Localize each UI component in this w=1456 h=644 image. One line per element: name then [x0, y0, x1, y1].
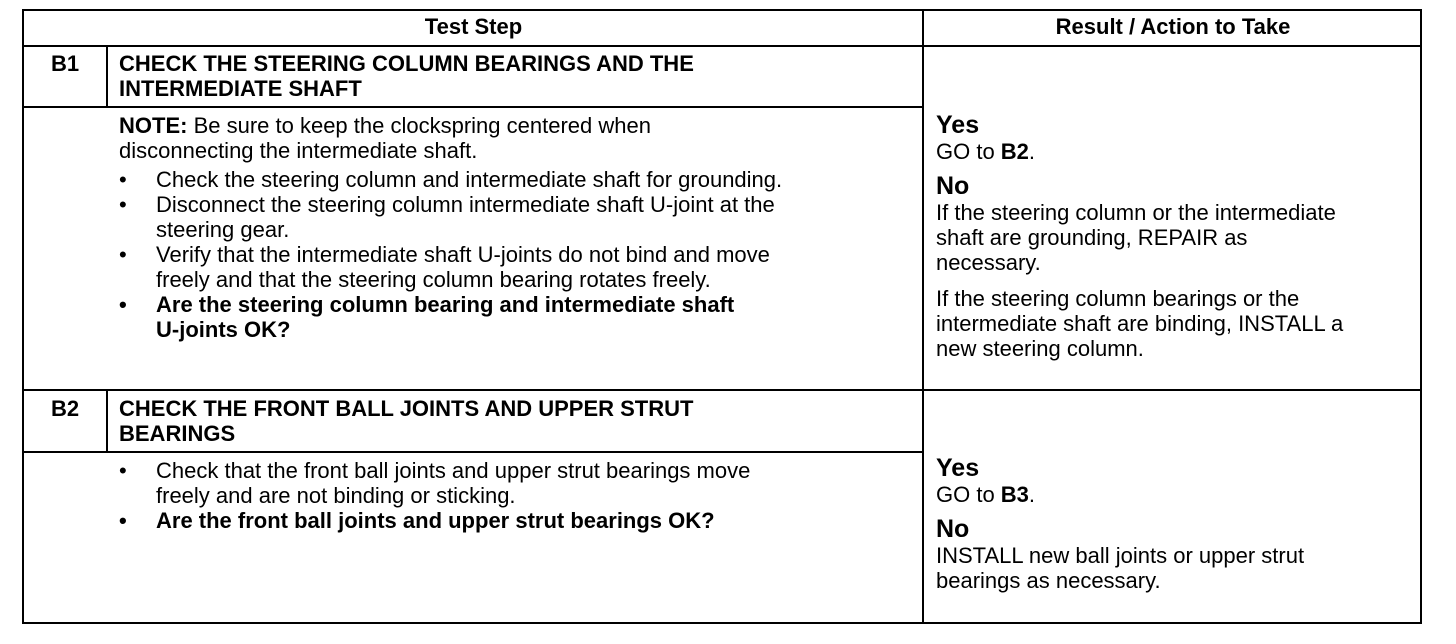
list-item-text: U-joints OK? — [156, 317, 291, 342]
yes-action-text: GO to — [936, 482, 1001, 507]
list-item-text: steering gear. — [156, 217, 290, 242]
list-item — [119, 192, 909, 242]
title-divider-b2 — [24, 451, 922, 453]
yes-action — [936, 482, 1416, 507]
note-b1 — [119, 113, 909, 138]
diagnostic-table — [22, 9, 1422, 624]
bullet-icon: • — [119, 292, 127, 317]
step-body-b2 — [119, 454, 909, 533]
bullet-icon: • — [119, 242, 127, 267]
bullet-icon: • — [119, 458, 127, 483]
list-item-text: Disconnect the steering column intermediate shaft U-joint at the — [156, 192, 775, 217]
step-title-b2 — [119, 396, 889, 446]
step-title-b1 — [119, 51, 889, 101]
step-title-b2-line2: BEARINGS — [119, 421, 236, 446]
no-action-line: If the steering column bearings or the — [936, 286, 1300, 311]
list-item-question — [119, 508, 909, 533]
list-item-text: Verify that the intermediate shaft U-joints do not bind and move — [156, 242, 770, 267]
list-item — [119, 167, 909, 192]
yes-action-text: GO to — [936, 139, 1001, 164]
step-body-b1 — [119, 113, 909, 342]
step-title-b1-line2: INTERMEDIATE SHAFT — [119, 76, 362, 101]
list-item — [119, 242, 909, 292]
bullet-icon: • — [119, 192, 127, 217]
step-id-b2: B2 — [50, 396, 80, 421]
header-test-step: Test Step — [424, 14, 523, 39]
note-text-line1: Be sure to keep the clockspring centered when — [187, 113, 651, 138]
yes-action — [936, 139, 1416, 164]
no-action-line: shaft are grounding, REPAIR as — [936, 225, 1248, 250]
no-action-line: If the steering column or the intermediate — [936, 200, 1336, 225]
step-id-divider-b2 — [106, 391, 108, 452]
list-item-text: Are the front ball joints and upper strut bearings OK? — [156, 508, 715, 533]
step-id-divider-b1 — [106, 46, 108, 107]
bullet-icon: • — [119, 167, 127, 192]
list-item-text: freely and are not binding or sticking. — [156, 483, 516, 508]
result-b1 — [936, 111, 1416, 361]
no-action-line: necessary. — [936, 250, 1041, 275]
bullet-icon: • — [119, 508, 127, 533]
yes-label: Yes — [936, 111, 980, 139]
note-text-line2: disconnecting the intermediate shaft. — [119, 138, 478, 163]
column-divider — [922, 11, 924, 622]
bullet-list-b2 — [119, 458, 909, 533]
yes-target-link[interactable]: B3 — [1000, 482, 1029, 507]
no-action-line: new steering column. — [936, 336, 1144, 361]
header-result-action: Result / Action to Take — [1055, 14, 1291, 39]
no-action-line: INSTALL new ball joints or upper strut — [936, 543, 1305, 568]
row-divider — [24, 389, 1420, 391]
list-item-text: freely and that the steering column bearing rotates freely. — [156, 267, 711, 292]
yes-action-suffix: . — [1028, 139, 1036, 164]
yes-action-suffix: . — [1028, 482, 1036, 507]
bullet-list-b1 — [119, 167, 909, 342]
step-id-b1: B1 — [50, 51, 80, 76]
step-title-b1-line1: CHECK THE STEERING COLUMN BEARINGS AND THE — [119, 51, 694, 76]
header-divider — [24, 45, 1420, 47]
yes-target-link[interactable]: B2 — [1000, 139, 1029, 164]
list-item — [119, 458, 909, 508]
list-item-question — [119, 292, 909, 342]
list-item-text: Check that the front ball joints and upper strut bearings move — [156, 458, 751, 483]
result-b2 — [936, 454, 1416, 593]
no-label: No — [936, 172, 970, 200]
title-divider-b1 — [24, 106, 922, 108]
no-action-line: bearings as necessary. — [936, 568, 1161, 593]
step-title-b2-line1: CHECK THE FRONT BALL JOINTS AND UPPER STRUT — [119, 396, 694, 421]
list-item-text: Check the steering column and intermediate shaft for grounding. — [156, 167, 783, 192]
no-action-line: intermediate shaft are binding, INSTALL a — [936, 311, 1344, 336]
note-label: NOTE: — [119, 113, 188, 138]
yes-label: Yes — [936, 454, 980, 482]
no-label: No — [936, 515, 970, 543]
list-item-text: Are the steering column bearing and intermediate shaft — [156, 292, 735, 317]
